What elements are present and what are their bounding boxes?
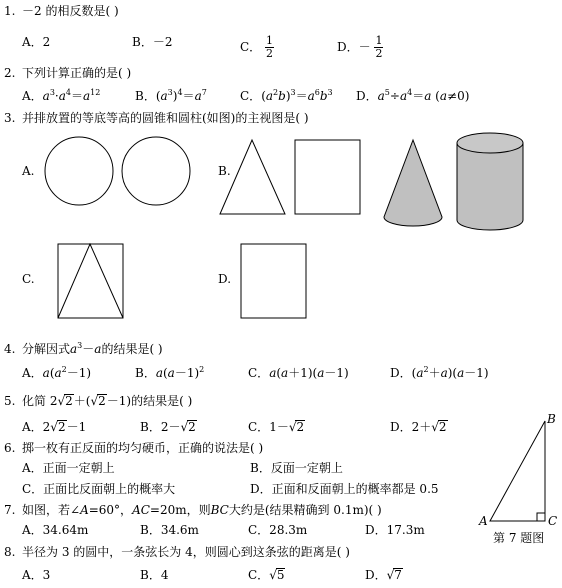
q3-number: 3. [4,111,16,125]
q4-number: 4. [4,342,16,356]
q4-option-a: A．$a(a^2-1)$ [22,365,92,380]
q7-vertex-b: B [547,412,556,426]
q7-option-b: B．34.6m [140,523,199,537]
q6-number: 6. [4,441,16,455]
q2-option-a: A．$a^3\cdot a^4=a^{12}$ [22,88,101,103]
q5-option-a: A．2√2－1 [22,420,87,434]
q7-stem: 如图，若∠A=60°，AC=20m，则BC大约是(结果精确到 0.1m)( ) [22,503,382,517]
q2-option-b: B．$(a^3)^4=a^7$ [135,88,207,103]
q1-option-a: A．2 [22,35,51,49]
q7-vertex-a: A [479,514,488,528]
q3-option-c-label: C. [22,272,35,286]
q1-fraction-d: $\frac{1}{2}$ [375,34,383,60]
q3-option-d-square [241,244,306,318]
q7-figure-caption: 第 7 题图 [493,531,545,545]
q1-option-b: B．－2 [132,35,173,49]
q3-cylinder-figure [457,133,523,230]
q7-triangle-figure [490,421,545,521]
q3-option-b-square [295,140,360,214]
q8-option-c: C．√5 [248,568,285,582]
q5-stem: 化简 2√2＋(√2－1)的结果是( ) [22,394,193,408]
q3-option-c-triangle [58,244,123,318]
q8-option-b: B．4 [140,568,169,582]
q3-option-a-right-circle [122,137,190,205]
q3-option-b-label: B. [218,164,231,178]
q7-option-c: C．28.3m [248,523,308,537]
q2-option-c: C．$(a^2b)^3=a^6b^3$ [240,88,333,103]
q6-option-b: B．反面一定朝上 [250,461,343,475]
q3-option-a-left-circle [45,137,113,205]
q8-number: 8. [4,545,16,559]
q4-option-d: D．$(a^2+a)(a-1)$ [390,365,489,380]
q8-option-d: D．√7 [365,568,402,582]
q7-vertex-c: C [548,514,558,528]
q8-option-a: A．3 [22,568,51,582]
q1-number: 1. [4,4,16,18]
q3-option-d-label: D. [218,272,232,286]
q2-option-d: D．$a^5\div a^4=a$ (a≠0) [356,88,470,103]
q5-option-b: B．2－√2 [140,420,196,434]
q6-stem: 掷一枚有正反面的均匀硬币，正确的说法是( ) [22,441,264,455]
q2-stem: 下列计算正确的是( ) [22,66,132,80]
q7-option-d: D．17.3m [365,523,425,537]
q7-number: 7. [4,503,16,517]
q4-stem: 分解因式$a^3-a$的结果是( ) [22,341,163,356]
q1-fraction-c: $\frac{1}{2}$ [266,34,274,60]
q1-option-c-label: C． [240,40,262,54]
q4-option-b: B．$a(a-1)^2$ [135,365,205,380]
q1-stem: －2 的相反数是( ) [22,4,119,18]
q3-cone-figure [384,140,442,226]
q6-option-d: D．正面和反面朝上的概率都是 0.5 [250,482,439,496]
q6-option-c: C．正面比反面朝上的概率大 [22,482,176,496]
q2-number: 2. [4,66,16,80]
q5-number: 5. [4,394,16,408]
q7-option-a: A．34.64m [22,523,89,537]
q3-option-a-label: A. [22,164,35,178]
q6-option-a: A．正面一定朝上 [22,461,115,475]
q4-option-c: C．a(a＋1)(a－1) [248,366,349,380]
q8-stem: 半径为 3 的圆中，一条弦长为 4，则圆心到这条弦的距离是( ) [22,545,350,559]
q3-stem: 并排放置的等底等高的圆锥和圆柱(如图)的主视图是( ) [22,111,309,125]
q3-option-c-square [58,244,123,318]
q5-option-c: C．1－√2 [248,420,305,434]
q5-option-d: D．2＋√2 [390,420,447,434]
q1-option-d-label: D．－ [337,40,371,54]
